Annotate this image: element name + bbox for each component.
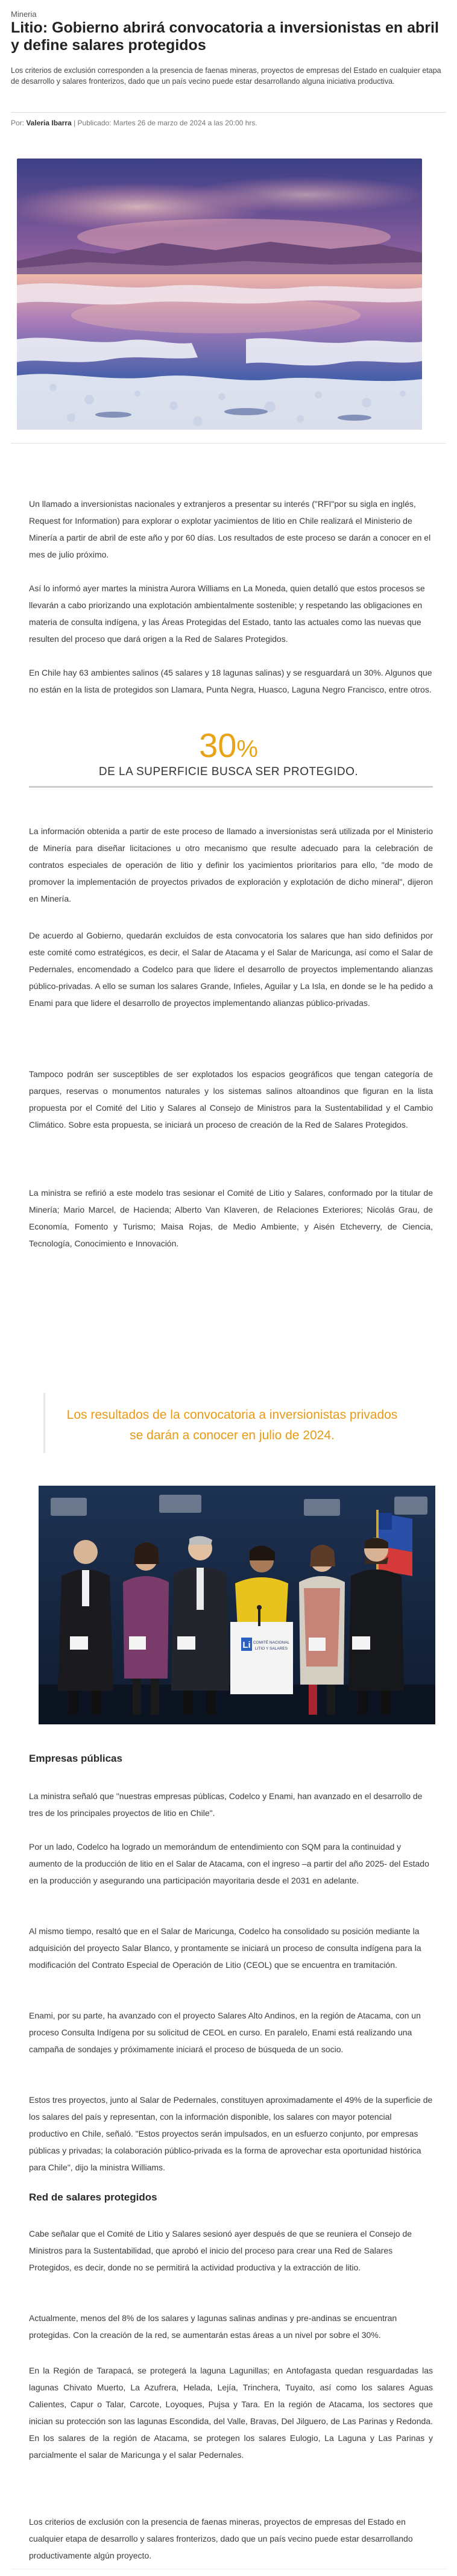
- stat-divider: [29, 786, 433, 788]
- body-paragraph-10: Al mismo tiempo, resaltó que en el Salar de Maricunga, Codelco ha consolidado su posición mediante la adquisición del proyecto Salar Blanco, y prontamente se iniciará un proceso de consulta indígena para la modificación del Contrato Especial de Operación de Litio (CEOL) que se encuentra en tramitación.: [29, 1926, 421, 1970]
- stat-number: [0, 727, 457, 767]
- podium-line-2: LITIO Y SALARES: [255, 1647, 288, 1651]
- ministers-photo: [39, 1486, 435, 1724]
- byline-author[interactable]: Valeria Ibarra: [26, 119, 72, 127]
- headline: Litio: Gobierno abrirá convocatoria a inversionistas en abril y define salares protegidos: [11, 19, 439, 54]
- pull-quote: Los resultados de la convocatoria a inversionistas privados se darán a conocer en julio de 2024.: [66, 1408, 398, 1442]
- body-paragraph-3: En Chile hay 63 ambientes salinos (45 salares y 18 lagunas salinas) y se resguardará un 30%. Algunos que no están en la lista de protegidos son Llamara, Punta Negra, Huasco, Laguna Negro Francisco, entre otros.: [29, 668, 432, 694]
- body-paragraph-2: Así lo informó ayer martes la ministra Aurora Williams en La Moneda, quien detalló que estos procesos se llevarán a cabo priorizando una explotación ambientalmente sostenible; y respetando las obligaciones en materia de consulta indígena, y las Áreas Protegidas del Estado, tanto las actuales como las nuevas que resulten del proceso que dará origen a la Red de Salares Protegidos.: [29, 583, 425, 644]
- podium-symbol: Li: [242, 1640, 251, 1650]
- hero-image: [17, 159, 422, 430]
- body-paragraph-9: Por un lado, Codelco ha logrado un memorándum de entendimiento con SQM para la continuidad y aumento de la producción de litio en el Salar de Atacama, con el ingreso –a partir del año 2025- del Estado en la producción y asegurando una participación mayoritaria desde el 2031 en adelante.: [29, 1842, 429, 1885]
- category-label[interactable]: Mineria: [11, 10, 37, 19]
- body-paragraph-8: La ministra señaló que "nuestras empresas públicas, Codelco y Enami, han avanzado en el desarrollo de tres de los principales proyectos de litio en Chile".: [29, 1791, 423, 1818]
- byline-divider: [11, 112, 446, 113]
- body-paragraph-6: Tampoco podrán ser susceptibles de ser explotados los espacios geográficos que tengan categoría de parques, reservas o monumentos naturales y los sistemas salinos altoandinos que figuran en la lista propuesta por el Comité del Litio y Salares al Consejo de Ministros para la Sustentabilidad y el Cambio Climático. Sobre esta propuesta, se iniciará un proceso de creación de la Red de Salares Protegidos.: [29, 1069, 433, 1129]
- body-paragraph-16: Los criterios de exclusión con la presencia de faenas mineras, proyectos de empresas del Estado en cualquier etapa de desarrollo y salares fronterizos, dado que un país vecino puede estar desarrollando productivamente algún proyecto.: [29, 2517, 413, 2560]
- body-paragraph-14: Actualmente, menos del 8% de los salares y lagunas salinas andinas y pre-andinas se encuentran protegidas. Con la creación de la red, se aumentarán estas áreas a un nivel por sobre el 30%.: [29, 2313, 397, 2340]
- stat-percent: %: [236, 736, 258, 762]
- salt-flat-illustration: [17, 159, 422, 430]
- byline-prefix: Por:: [11, 119, 27, 127]
- body-paragraph-15: En la Región de Tarapacá, se protegerá la laguna Lagunillas; en Antofagasta quedan resguardadas las lagunas Chivato Muerto, La Azufrera, Helada, Lejía, Trinchera, Tuyaito, así como los salares Aguas Calientes, Capur o Talar, Carcote, Loyoques, Pujsa y Tara. En la región de Atacama, los sectores que inician su protección son las lagunas Escondida, del Valle, Bravas, Del Jilguero, de Las Parinas y Redonda. En los salares de la región de Atacama, se protegen los salares Eulogio, La Laguna y Las Parinas y parcialmente el salar de Maricunga y el salar Pedernales.: [29, 2366, 433, 2460]
- stat-label: DE LA SUPERFICIE BUSCA SER PROTEGIDO.: [98, 765, 359, 778]
- body-paragraph-1: Un llamado a inversionistas nacionales y extranjeros a presentar su interés ("RFI"por su sigla en inglés, Request for Information) para explorar o explotar yacimientos de litio en Chile realizará el Ministerio de Minería a partir de abril de este año y por 60 días. Los resultados de este proceso se darán a conocer en el mes de julio próximo.: [29, 499, 431, 559]
- body-paragraph-11: Enami, por su parte, ha avanzado con el proyecto Salares Alto Andinos, en la región de Atacama, con un proceso Consulta Indígena por su solicitud de CEOL en curso. En paralelo, Enami está realizando una campaña de sondajes y próximamente iniciará el proceso de búsqueda de un socio.: [29, 2011, 421, 2054]
- hero-divider: [11, 443, 446, 444]
- podium-line-1: COMITÉ NACIONAL: [253, 1641, 290, 1645]
- lead-paragraph: Los criterios de exclusión corresponden a la presencia de faenas mineras, proyectos de empresas del Estado en cualquier etapa de desarrollo y salares fronterizos, dado que un país vecino puede estar desarrollando alguna iniciativa productiva.: [11, 66, 441, 86]
- section-title-red: Red de salares protegidos: [29, 2191, 157, 2203]
- body-paragraph-12: Estos tres proyectos, junto al Salar de Pedernales, constituyen aproximadamente el 49% de la superficie de los salares del país y representan, con la información disponible, los salares con mayor potencial productivo en Chile, señaló. "Estos proyectos serán impulsados, en un esfuerzo conjunto, por empresas públicas y privadas; la colaboración público-privada es la forma de aprovechar esta oportunidad histórica para Chile", dijo la ministra Williams.: [29, 2095, 433, 2172]
- body-paragraph-5: De acuerdo al Gobierno, quedarán excluidos de esta convocatoria los salares que han sido definidos por este comité como estratégicos, es decir, el Salar de Atacama y el Salar de Maricunga, así como el Salar de Pedernales, encomendado a Codelco para que lidere el desarrollo de proyectos implementando alianzas público-privadas. A ello se suman los salares Grande, Infieles, Aguilar y La Isla, en donde se le ha pedido a Enami para que lidere el desarrollo de proyectos implementando alianzas público-privadas.: [29, 931, 433, 1008]
- ministers-illustration: [39, 1486, 435, 1724]
- byline-date: | Publicado: Martes 26 de marzo de 2024 a las 20:00 hrs.: [71, 119, 257, 127]
- body-paragraph-7: La ministra se refirió a este modelo tras sesionar el Comité de Litio y Salares, conformado por la titular de Minería; Mario Marcel, de Hacienda; Alberto Van Klaveren, de Relaciones Exteriores; Nicolás Grau, de Economía, Fomento y Turismo; Maisa Rojas, de Medio Ambiente, y Aisén Etcheverry, de Ciencia, Tecnología, Conocimiento e Innovación.: [29, 1188, 433, 1248]
- body-paragraph-4: La información obtenida a partir de este proceso de llamado a inversionistas será utilizada por el Ministerio de Minería para diseñar licitaciones u otro mecanismo que resulte adecuado para la celebración de contratos especiales de operación de litio y definir los yacimientos prioritarios para ello, "de modo de promover la implementación de proyectos privados de exploración y explotación de dicho mineral", dijeron en Minería.: [29, 826, 433, 903]
- byline: [11, 118, 300, 128]
- section-title-empresas: Empresas públicas: [29, 1753, 122, 1764]
- stat-value: 30: [199, 726, 237, 764]
- body-paragraph-13: Cabe señalar que el Comité de Litio y Salares sesionó ayer después de que se reuniera el Consejo de Ministros para la Sustentabilidad, que aprobó el inicio del proceso para crear una Red de Salares Protegidos, es decir, donde no se permitirá la actividad productiva y la extracción de litio.: [29, 2229, 412, 2272]
